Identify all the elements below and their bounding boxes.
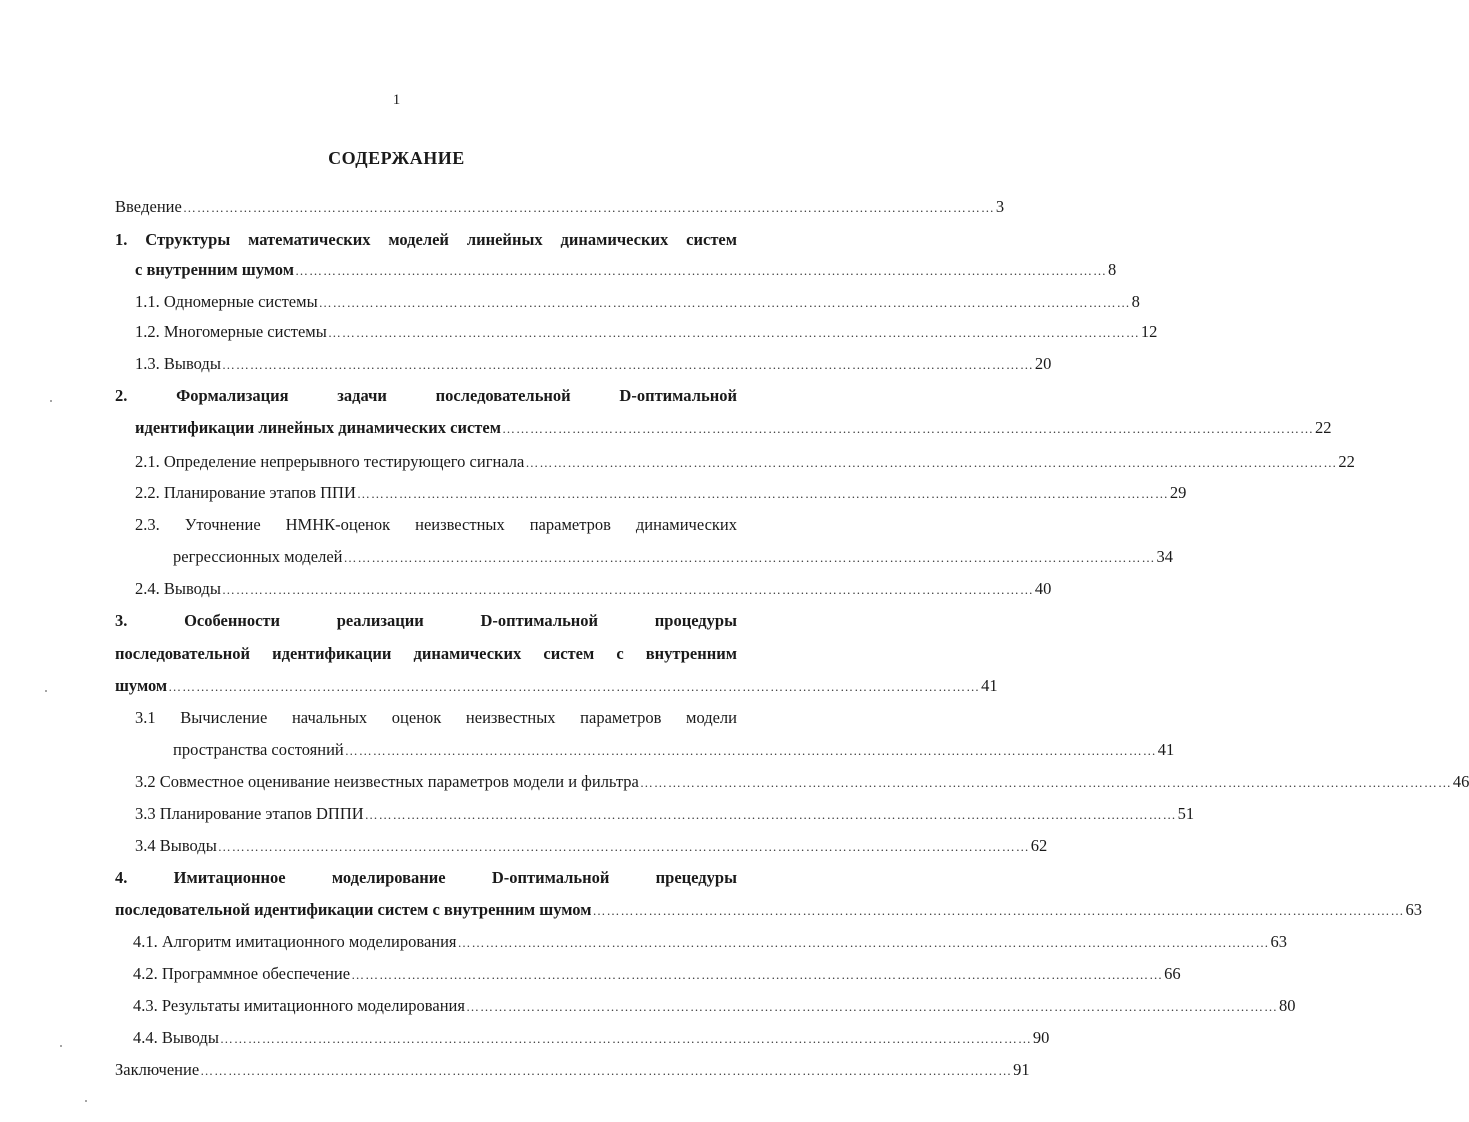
scan-speck — [85, 1100, 87, 1102]
dot-leader: ………………………………………………………………………………………………………………………………………………………… — [221, 582, 1034, 597]
toc-entry-page: 3 — [995, 197, 1005, 216]
scan-speck — [60, 1045, 62, 1047]
dot-leader: ………………………………………………………………………………………………………………………………………………………… — [217, 839, 1030, 854]
chapter-number: 3. — [115, 611, 128, 630]
chapter-title-word: процедуры — [654, 611, 737, 630]
dot-leader: ………………………………………………………………………………………………………………………………………………………… — [364, 807, 1177, 822]
toc-entry-page: 41 — [981, 676, 998, 695]
dot-leader: ………………………………………………………………………………………………………………………………………………………… — [465, 999, 1278, 1014]
toc-entry-3-2 — [135, 770, 1469, 794]
toc-entry-label: пространства состояний — [173, 740, 344, 759]
toc-entry-intro — [115, 195, 1005, 219]
toc-entry-3-4 — [135, 834, 1048, 858]
dot-leader: ………………………………………………………………………………………………………………………………………………………… — [327, 325, 1140, 340]
chapter-title-word: D-оптимальной — [491, 868, 610, 887]
dot-leader: ………………………………………………………………………………………………………………………………………………………… — [457, 935, 1270, 950]
toc-entry-page: 51 — [1177, 804, 1195, 823]
chapter-number: 2. — [115, 386, 128, 405]
toc-entry-2-3-line1: 2.3. Уточнение НМНК-оценок неизвестных параметров динамических — [135, 515, 737, 534]
toc-entry-label: Ввeдение — [115, 197, 182, 216]
dot-leader: ………………………………………………………………………………………………………………………………………………………… — [639, 775, 1452, 790]
toc-entry-label: 4.2. Программное обеспечение — [133, 964, 351, 983]
toc-entry-2-3 — [173, 545, 1173, 569]
toc-entry-label: 2.2. Планирование этапов ППИ — [135, 483, 356, 502]
toc-entry-page: 8 — [1107, 260, 1117, 279]
toc-entry-conclusion — [115, 1058, 1030, 1082]
toc-entry-4-3 — [133, 994, 1296, 1018]
dot-leader: ………………………………………………………………………………………………………………………………………………………… — [200, 1063, 1013, 1078]
toc-entry-page: 80 — [1278, 996, 1296, 1015]
toc-entry-page: 34 — [1156, 547, 1173, 566]
toc-entry-3-1-line1: 3.1 Вычисление начальных оценок неизвестных параметров модели — [135, 708, 737, 727]
toc-entry-page: 20 — [1034, 354, 1052, 373]
toc-entry-page: 46 — [1452, 772, 1469, 791]
dot-leader: ………………………………………………………………………………………………………………………………………………………… — [592, 903, 1405, 918]
toc-chapter-3-title — [115, 609, 737, 633]
toc-entry-page: 22 — [1338, 452, 1355, 471]
toc-entry-label: 1.1. Одномерные системы — [135, 292, 318, 311]
toc-chapter-2-title — [115, 384, 737, 408]
dot-leader: ………………………………………………………………………………………………………………………………………………………… — [168, 679, 981, 694]
chapter-title-word: реализации — [336, 611, 424, 630]
toc-chapter-1-title: 1. Структуры математических моделей линейных динамических систем — [115, 230, 737, 249]
chapter-title-word: D-оптимальной — [619, 386, 737, 405]
page-number: 1 — [392, 92, 401, 108]
toc-entry-page: 8 — [1131, 292, 1140, 311]
dot-leader: ………………………………………………………………………………………………………………………………………………………… — [344, 743, 1157, 758]
toc-entry-label: 4.4. Выводы — [133, 1028, 219, 1047]
chapter-title-word: Имитационное — [173, 868, 286, 887]
dot-leader: ………………………………………………………………………………………………………………………………………………………… — [356, 486, 1169, 501]
toc-entry-page: 12 — [1140, 322, 1158, 341]
chapter-title-word: задачи — [337, 386, 387, 405]
toc-entry-2-2 — [135, 481, 1187, 505]
scan-speck — [45, 690, 47, 692]
toc-entry-label: идентификации линейных динамических систем — [135, 418, 501, 437]
toc-entry-label: 3.4 Выводы — [135, 836, 217, 855]
toc-entry-2-4 — [135, 577, 1052, 601]
dot-leader: ………………………………………………………………………………………………………………………………………………………… — [219, 1031, 1032, 1046]
toc-chapter-4-title — [115, 866, 737, 890]
chapter-title-word: Особенности — [184, 611, 281, 630]
toc-entry-page: 63 — [1405, 900, 1422, 919]
toc-entry-page: 91 — [1013, 1060, 1030, 1079]
dot-leader: ………………………………………………………………………………………………………………………………………………………… — [221, 357, 1034, 372]
toc-chapter-4-entry — [115, 898, 1422, 922]
toc-entry-4-2 — [133, 962, 1181, 986]
toc-entry-label: 1.3. Выводы — [135, 354, 221, 373]
toc-entry-label: 4.1. Алгоритм имитационного моделирования — [133, 932, 457, 951]
toc-entry-label: 2.4. Выводы — [135, 579, 221, 598]
toc-entry-page: 63 — [1270, 932, 1288, 951]
chapter-title-word: Формализация — [176, 386, 289, 405]
toc-entry-1-2 — [135, 320, 1158, 344]
toc-entry-label: 1.2. Многомерные системы — [135, 322, 327, 341]
scan-speck — [50, 400, 52, 402]
page-title: СОДЕРЖАНИЕ — [328, 148, 465, 168]
toc-chapter-3-line2: последовательной идентификации динамических систем с внутренним — [115, 644, 737, 663]
toc-entry-page: 66 — [1164, 964, 1181, 983]
chapter-title-word: прецедуры — [655, 868, 737, 887]
toc-entry-page: 90 — [1032, 1028, 1050, 1047]
toc-entry-label: 3.3 Планирование этапов DППИ — [135, 804, 364, 823]
dot-leader: ………………………………………………………………………………………………………………………………………………………… — [182, 200, 995, 215]
toc-entry-4-1 — [133, 930, 1288, 954]
dot-leader: ………………………………………………………………………………………………………………………………………………………… — [525, 455, 1338, 470]
toc-entry-label: последовательной идентификации систем с внутренним шумом — [115, 900, 592, 919]
dot-leader: ………………………………………………………………………………………………………………………………………………………… — [501, 421, 1314, 436]
toc-chapter-2-entry — [135, 416, 1332, 440]
toc-entry-3-3 — [135, 802, 1195, 826]
chapter-title-word: D-оптимальной — [480, 611, 599, 630]
toc-entry-1-3 — [135, 352, 1052, 376]
toc-entry-2-1 — [135, 450, 1355, 474]
toc-entry-page: 22 — [1314, 418, 1332, 437]
toc-entry-4-4 — [133, 1026, 1050, 1050]
dot-leader: ………………………………………………………………………………………………………………………………………………………… — [294, 263, 1107, 278]
toc-entry-3-1 — [173, 738, 1175, 762]
toc-entry-label: 4.3. Результаты имитационного моделирования — [133, 996, 465, 1015]
toc-entry-label: 2.1. Определение непрерывного тестирующего сигнала — [135, 452, 525, 471]
toc-entry-page: 62 — [1030, 836, 1048, 855]
dot-leader: ………………………………………………………………………………………………………………………………………………………… — [343, 550, 1156, 565]
toc-entry-page: 40 — [1034, 579, 1052, 598]
toc-chapter-1-entry — [135, 258, 1117, 282]
toc-entry-label: регрессионных моделей — [173, 547, 343, 566]
toc-entry-label: шумом — [115, 676, 168, 695]
dot-leader: ………………………………………………………………………………………………………………………………………………………… — [351, 967, 1164, 982]
chapter-title-word: моделирование — [331, 868, 446, 887]
toc-entry-label: с внутренним шумом — [135, 260, 294, 279]
toc-chapter-3-entry — [115, 674, 998, 698]
chapter-number: 4. — [115, 868, 128, 887]
toc-entry-label: 3.2 Совместное оценивание неизвестных параметров модели и фильтра — [135, 772, 639, 791]
toc-entry-page: 41 — [1157, 740, 1175, 759]
chapter-title-word: последовательной — [435, 386, 571, 405]
toc-entry-label: Заключение — [115, 1060, 200, 1079]
dot-leader: ………………………………………………………………………………………………………………………………………………………… — [318, 295, 1131, 310]
toc-entry-page: 29 — [1169, 483, 1187, 502]
toc-entry-1-1 — [135, 290, 1140, 314]
